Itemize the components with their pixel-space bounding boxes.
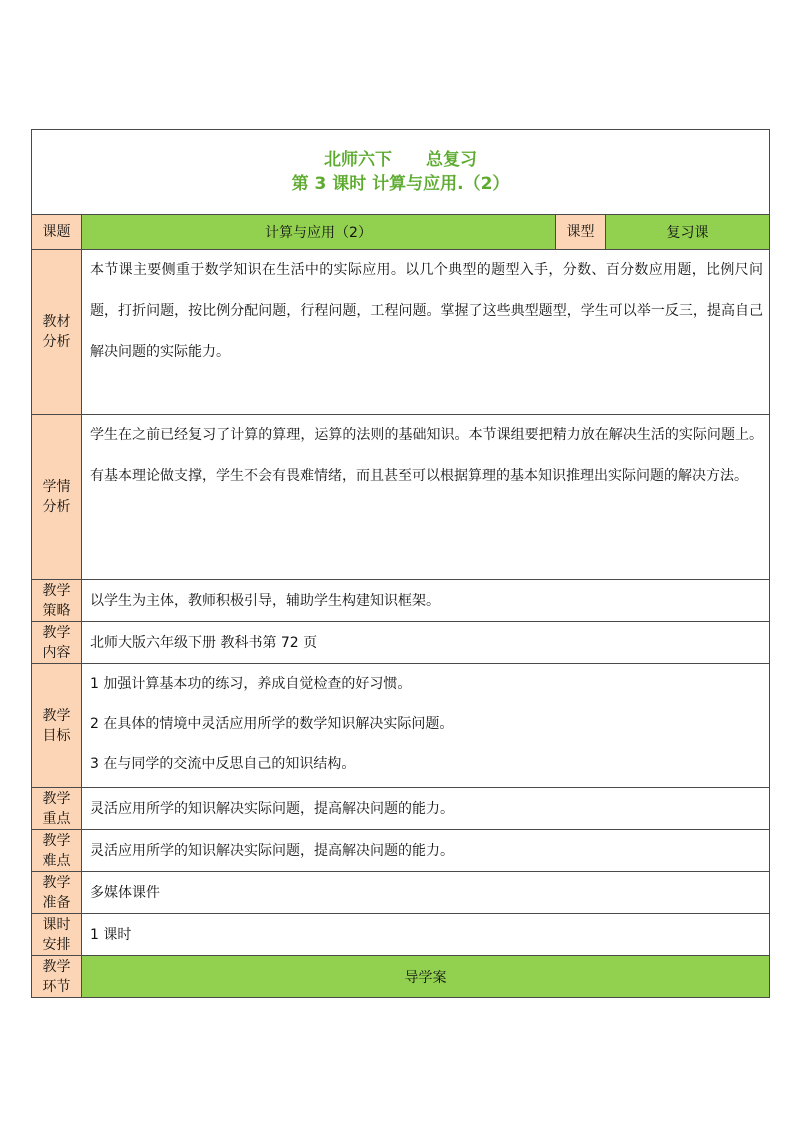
schedule-label: 课时安排 bbox=[32, 914, 82, 956]
schedule-text: 1 课时 bbox=[82, 914, 770, 956]
lesson-type-label: 课型 bbox=[556, 215, 606, 250]
goals-list bbox=[82, 664, 770, 788]
lesson-plan-table bbox=[31, 129, 770, 998]
difficulties-text: 灵活应用所学的知识解决实际问题，提高解决问题的能力。 bbox=[82, 830, 770, 872]
students-label: 学情分析 bbox=[32, 415, 82, 580]
title-line-2: 第 3 课时 计算与应用.（2） bbox=[291, 174, 510, 194]
goal-item: 3 在与同学的交流中反思自己的知识结构。 bbox=[90, 756, 356, 772]
materials-text: 本节课主要侧重于数学知识在生活中的实际应用。以几个典型的题型入手，分数、百分数应用题，比例尺问题，打折问题，按比例分配问题，行程问题，工程问题。掌握了这些典型题型，学生可以举一反三，提高自己解决问题的实际能力。 bbox=[82, 250, 770, 415]
content-text: 北师大版六年级下册 教科书第 72 页 bbox=[82, 622, 770, 664]
process-label: 教学环节 bbox=[32, 956, 82, 998]
materials-label: 教材分析 bbox=[32, 250, 82, 415]
lesson-type-value: 复习课 bbox=[606, 215, 770, 250]
topic-label: 课题 bbox=[32, 215, 82, 250]
title-cell bbox=[32, 130, 770, 215]
process-value: 导学案 bbox=[82, 956, 770, 998]
students-text: 学生在之前已经复习了计算的算理，运算的法则的基础知识。本节课组要把精力放在解决生活的实际问题上。有基本理论做支撑，学生不会有畏难情绪，而且甚至可以根据算理的基本知识推理出实际问题的解决方法。 bbox=[82, 415, 770, 580]
strategy-label: 教学策略 bbox=[32, 580, 82, 622]
key-points-label: 教学重点 bbox=[32, 788, 82, 830]
title-line-1: 北师六下 总复习 bbox=[324, 150, 477, 170]
topic-value: 计算与应用（2） bbox=[82, 215, 556, 250]
difficulties-label: 教学难点 bbox=[32, 830, 82, 872]
strategy-text: 以学生为主体，教师积极引导，辅助学生构建知识框架。 bbox=[82, 580, 770, 622]
goal-item: 2 在具体的情境中灵活应用所学的数学知识解决实际问题。 bbox=[90, 716, 454, 732]
preparation-label: 教学准备 bbox=[32, 872, 82, 914]
preparation-text: 多媒体课件 bbox=[82, 872, 770, 914]
goal-item: 1 加强计算基本功的练习，养成自觉检查的好习惯。 bbox=[90, 676, 412, 692]
key-points-text: 灵活应用所学的知识解决实际问题，提高解决问题的能力。 bbox=[82, 788, 770, 830]
content-label: 教学内容 bbox=[32, 622, 82, 664]
goals-label: 教学目标 bbox=[32, 664, 82, 788]
